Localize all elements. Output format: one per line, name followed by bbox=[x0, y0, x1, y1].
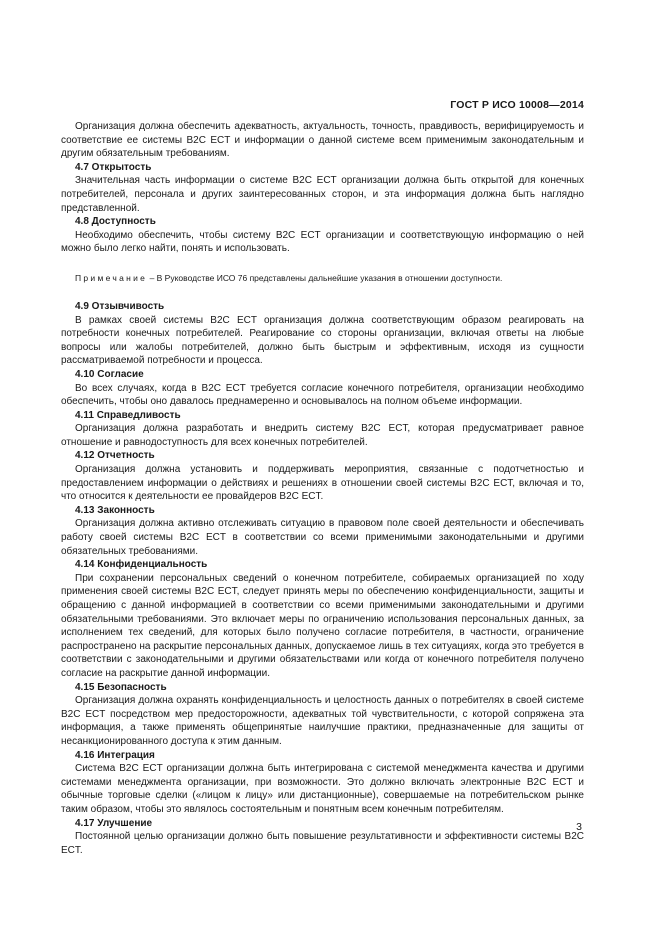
section-heading-4-11: 4.11 Справедливость bbox=[75, 409, 181, 421]
section-text-4-10: Во всех случаях, когда в B2C ECT требуется согласие конечного потребителя, организации необходимо обеспечить, чтобы оно давалось преднамеренно и основывалось на полном объеме информации. bbox=[61, 382, 584, 408]
section-text-4-14: При сохранении персональных сведений о конечном потребителе, собираемых организацией по ходу применения своей системы B2C ECT, следует принять меры по обеспечению конфиденциальности, защиты и обращению с данной информацией в соответствии со всеми применимыми законодательными и другими обязательными требованиями. Это включает меры по ограничению использования персональных данных, за исполнением тех сведений, для которых было получено согласие потребителя, в частности, ограничение распространено на раскрытие персональных данных, допускаемое лишь в тех ситуациях, когда это требуется в соответствии с законодательными и другими обязательствами или когда от конечного потребителя получено согласие на раскрытие данной информации. bbox=[61, 572, 584, 679]
section-text-4-7: Значительная часть информации о системе B2C ECT организации должна быть открытой для конечных потребителей, персонала и других заинтересованных сторон, и эта информация должна быть наглядно представленной. bbox=[61, 175, 584, 214]
section-text-4-13: Организация должна активно отслеживать ситуацию в правовом поле своей деятельности и обеспечивать работу своей системы B2C ECT в соответствии со всеми применимыми законодательными и другими обязательных требованиями. bbox=[61, 518, 584, 557]
section-heading-4-9: 4.9 Отзывчивость bbox=[75, 300, 165, 312]
section-text-4-12: Организация должна установить и поддерживать мероприятия, связанные с подотчетностью и предоставлением информации о действиях и решениях в отношении своей системы B2C ECT, включая и то, что относится к деятельности ее провайдеров B2C ECT. bbox=[61, 464, 584, 503]
section-heading-4-14: 4.14 Конфиденциальность bbox=[75, 559, 208, 571]
page-body bbox=[61, 120, 584, 857]
page-number: 3 bbox=[576, 821, 582, 833]
section-heading-4-8: 4.8 Доступность bbox=[75, 216, 156, 228]
section-text-4-17: Постоянной целью организации должно быть повышение результативности и эффективности системы B2C ECT. bbox=[61, 831, 584, 856]
note bbox=[75, 272, 584, 284]
document-code: ГОСТ Р ИСО 10008—2014 bbox=[450, 99, 584, 111]
section-heading-4-12: 4.12 Отчетность bbox=[75, 450, 155, 462]
section-text-4-9: В рамках своей системы B2C ECT организация должна соответствующим образом реагировать на потребности конечных потребителей. Реагирование со стороны организации, включая ответы на любые вопросы или жалобы потребителей, должно быть быстрым и эффективным, исходя из сущности рассматриваемой потребности и процесса. bbox=[61, 314, 584, 367]
section-heading-4-7: 4.7 Открытость bbox=[75, 161, 152, 173]
section-heading-4-13: 4.13 Законность bbox=[75, 504, 155, 516]
note-label: Примечание bbox=[75, 272, 148, 283]
section-text-4-15: Организация должна охранять конфиденциальность и целостность данных о потребителях в своей системе B2C ECT посредством мер предосторожности, адекватных той чувствительности, с которой сопряжена эта информация, а также применять общепринятые наилучшие практики, предназначенные для защиты от несанкционированного доступа к этим данным. bbox=[61, 695, 584, 747]
section-heading-4-15: 4.15 Безопасность bbox=[75, 681, 167, 693]
intro-paragraph: Организация должна обеспечить адекватность, актуальность, точность, правдивость, верифицируемость и соответствие ее системы B2C ECT и информации о данной системе всем применимым законодательным и другим обязательным требованиям. bbox=[61, 121, 584, 160]
section-heading-4-16: 4.16 Интеграция bbox=[75, 749, 155, 761]
section-text-4-11: Организация должна разработать и внедрить систему B2C ECT, которая предусматривает равное отношение и равнодоступность для всех конечных потребителей. bbox=[61, 423, 584, 448]
section-heading-4-17: 4.17 Улучшение bbox=[75, 817, 153, 829]
section-text-4-8: Необходимо обеспечить, чтобы систему B2C ECT организации и соответствующую информацию о ней можно было легко найти, понять и использовать. bbox=[61, 229, 584, 255]
note-text: – В Руководстве ИСО 76 представлены дальнейшие указания в отношении доступности. bbox=[147, 272, 503, 283]
section-heading-4-10: 4.10 Согласие bbox=[75, 368, 144, 380]
section-text-4-16: Система B2C ECT организации должна быть интегрирована с системой менеджмента качества и другими системами менеджмента организации, при возможности. Это должно включать электронные B2C ECT и обычные торговые сделки («лицом к лицу» или дистанционные), совершаемые на потребительском рынке таким образом, чтобы это являлось состоятельным и понятным всем конечным потребителям. bbox=[61, 763, 584, 815]
